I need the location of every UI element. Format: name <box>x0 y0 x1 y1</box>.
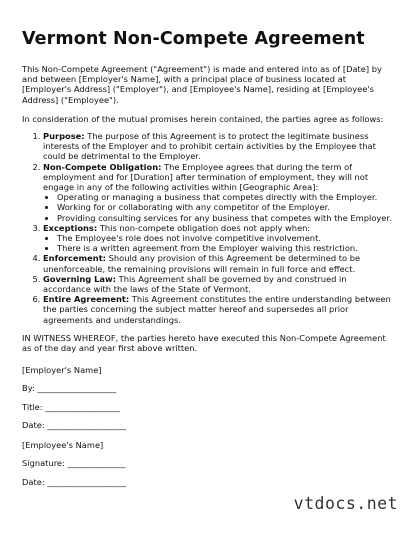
clause-exceptions <box>43 223 394 254</box>
employee-name: [Employee's Name] <box>22 440 104 451</box>
list-item: • Working for or collaborating with any competitor of the Employer. <box>57 202 394 212</box>
clause-text: This Agreement constitutes the entire understanding between the parties concerning the subject matter hereof and supersedes all prior agreements and understandings. <box>43 294 391 325</box>
employee-signature-line[interactable]: Signature: ______________ <box>22 458 126 469</box>
bullet-list <box>43 233 394 253</box>
list-item: • Providing consulting services for any business that competes with the Employer. <box>57 213 394 223</box>
clause-non-compete <box>43 162 394 223</box>
employee-date-line[interactable]: Date: ___________________ <box>22 476 127 487</box>
employer-by-line[interactable]: By: ___________________ <box>22 383 117 394</box>
clause-list <box>22 131 394 325</box>
clause-text: The Employee agrees that during the term of employment and for [Duration] after termination of employment, they will not engage in any of the following activities within [Geographic Area]: <box>43 161 369 193</box>
employer-name: [Employer's Name] <box>22 365 102 376</box>
clause-text: This non-compete obligation does not apply when: <box>97 222 311 233</box>
intro-paragraph: This Non-Compete Agreement ("Agreement") is made and entered into as of [Date] by and between [Employer's Name], with a principal place of business located at [Employer's Address] ("Employer"), and [Employee's Name], residing at [Employee's Address] ("Employee"). <box>22 64 382 105</box>
employer-date-line[interactable]: Date: ___________________ <box>22 419 127 430</box>
site-watermark: vtdocs.net <box>293 494 398 513</box>
clause-text: The purpose of this Agreement is to protect the legitimate business interests of the Employer and to prohibit certain activities by the Employee that could be detrimental to the Employer. <box>43 131 376 162</box>
clause-heading: Purpose: <box>43 131 85 142</box>
list-item: • Operating or managing a business that competes directly with the Employer. <box>57 192 394 202</box>
clause-text: This Agreement shall be governed by and construed in accordance with the laws of the State of Vermont. <box>43 273 347 295</box>
list-item: • The Employee's role does not involve competitive involvement. <box>57 233 394 243</box>
clause-purpose <box>43 131 394 162</box>
clause-heading: Exceptions: <box>43 222 98 233</box>
clause-entire-agreement <box>43 294 394 325</box>
clause-governing-law <box>43 274 394 294</box>
employer-title-line[interactable]: Title: __________________ <box>22 401 120 412</box>
witness-paragraph: IN WITNESS WHEREOF, the parties hereto have executed this Non-Compete Agreement as of the day and year first above written. <box>22 332 386 354</box>
clause-heading: Enforcement: <box>43 253 106 264</box>
clause-heading: Governing Law: <box>43 273 116 284</box>
document-page <box>22 28 394 495</box>
consideration-paragraph: In consideration of the mutual promises herein contained, the parties agree as follows: <box>22 113 384 124</box>
clause-heading: Entire Agreement: <box>43 294 130 305</box>
clause-text: Should any provision of this Agreement be determined to be unenforceable, the remaining provisions will remain in full force and effect. <box>43 253 361 274</box>
document-title: Vermont Non-Compete Agreement <box>22 29 365 49</box>
bullet-list <box>43 192 394 223</box>
clause-heading: Non-Compete Obligation: <box>43 161 162 172</box>
clause-enforcement <box>43 253 394 273</box>
list-item: • There is a written agreement from the Employer waiving this restriction. <box>57 243 394 253</box>
